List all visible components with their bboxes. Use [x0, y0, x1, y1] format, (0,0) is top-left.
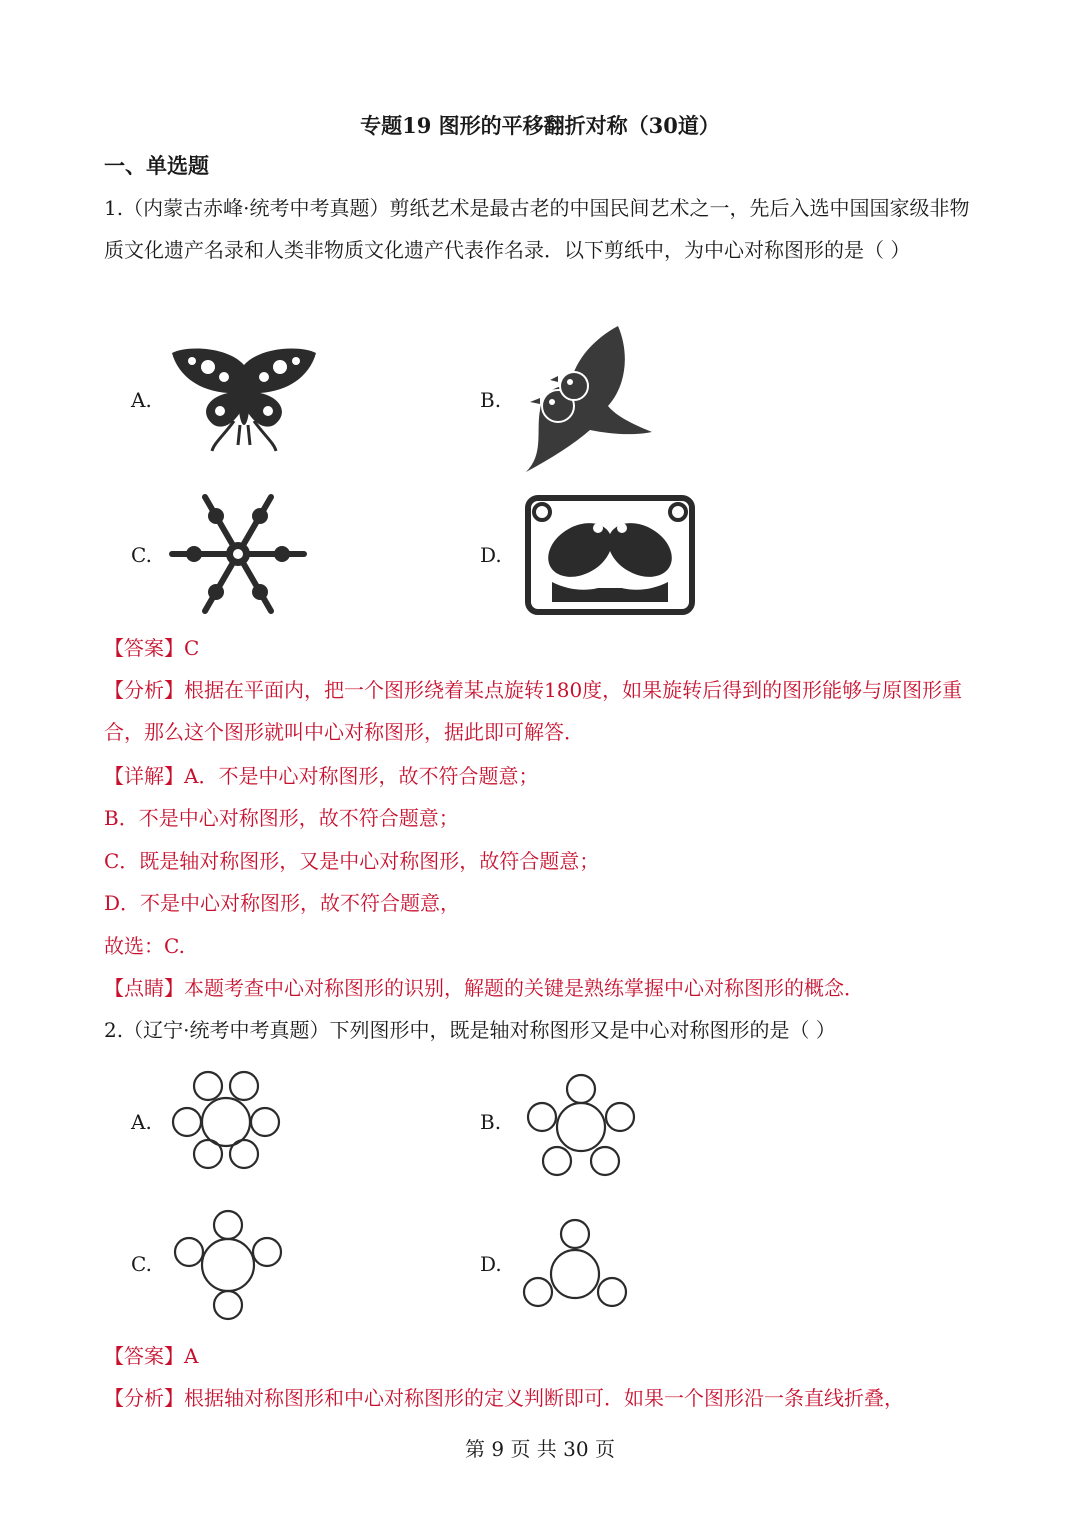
five-circles-icon	[525, 1073, 637, 1177]
q2-analysis-text: 根据轴对称图形和中心对称图形的定义判断即可．如果一个图形沿一条直线折叠，	[184, 1386, 904, 1410]
page-title: 专题19 图形的平移翻折对称（30道）	[360, 113, 720, 138]
page-footer: 第 9 页 共 30 页	[465, 1437, 615, 1461]
q1-option-b-label: B.	[480, 388, 502, 412]
q1-answer-value: C	[184, 636, 200, 660]
four-circles-icon	[174, 1210, 282, 1320]
q2-analysis-tag: 【分析】	[104, 1386, 184, 1410]
section-heading: 一、单选题	[104, 153, 209, 178]
q1-detail-line-2: B．不是中心对称图形，故不符合题意；	[104, 806, 459, 830]
six-circles-icon	[170, 1070, 282, 1170]
q2-answer	[104, 1340, 198, 1369]
q1-detail-tag: 【详解】	[104, 764, 184, 788]
q2-option-a-label: A.	[131, 1110, 152, 1134]
snowflake-papercut-icon	[170, 494, 306, 614]
q1-answer	[104, 632, 199, 661]
twin-fish-papercut-icon	[522, 492, 698, 618]
question-1-stem: 1.（内蒙古赤峰·统考中考真题）剪纸艺术是最古老的中国民间艺术之一，先后入选中国国家级非物质文化遗产名录和人类非物质文化遗产代表作名录．以下剪纸中，为中心对称图形的是（ ）	[104, 196, 970, 262]
q1-answer-tag: 【答案】	[104, 636, 184, 660]
three-circles-icon	[522, 1218, 628, 1308]
q1-analysis-tag: 【分析】	[104, 678, 184, 702]
q1-detail-line-4: D．不是中心对称图形，故不符合题意，	[104, 891, 461, 915]
q2-answer-tag: 【答案】	[104, 1344, 184, 1368]
q1-detail-line-3: C．既是轴对称图形，又是中心对称图形，故符合题意；	[104, 849, 600, 873]
q1-option-a-label: A.	[131, 388, 152, 412]
q1-detail-line-1	[104, 760, 538, 789]
q2-option-b-label: B.	[480, 1110, 502, 1134]
q2-answer-value: A	[184, 1344, 199, 1368]
q1-detail-text-1: A．不是中心对称图形，故不符合题意；	[184, 764, 539, 788]
q1-comment-tag: 【点睛】	[104, 976, 184, 1000]
q1-analysis	[104, 669, 984, 753]
question-2-stem: 2.（辽宁·统考中考真题）下列图形中，既是轴对称图形又是中心对称图形的是（ ）	[104, 1018, 836, 1042]
swallow-papercut-icon	[522, 326, 652, 472]
butterfly-papercut-icon	[168, 345, 320, 453]
q2-option-d-label: D.	[480, 1252, 502, 1276]
q1-comment	[104, 972, 864, 1001]
q2-analysis	[104, 1382, 904, 1411]
q1-conclusion: 故选：C.	[104, 934, 185, 958]
q1-option-d-label: D.	[480, 543, 502, 567]
q1-comment-text: 本题考查中心对称图形的识别，解题的关键是熟练掌握中心对称图形的概念．	[184, 976, 864, 1000]
q1-analysis-text: 根据在平面内，把一个图形绕着某点旋转180度，如果旋转后得到的图形能够与原图形重合，那么这个图形就叫中心对称图形，据此即可解答．	[104, 678, 963, 744]
q2-option-c-label: C.	[131, 1252, 152, 1276]
q1-option-c-label: C.	[131, 543, 152, 567]
